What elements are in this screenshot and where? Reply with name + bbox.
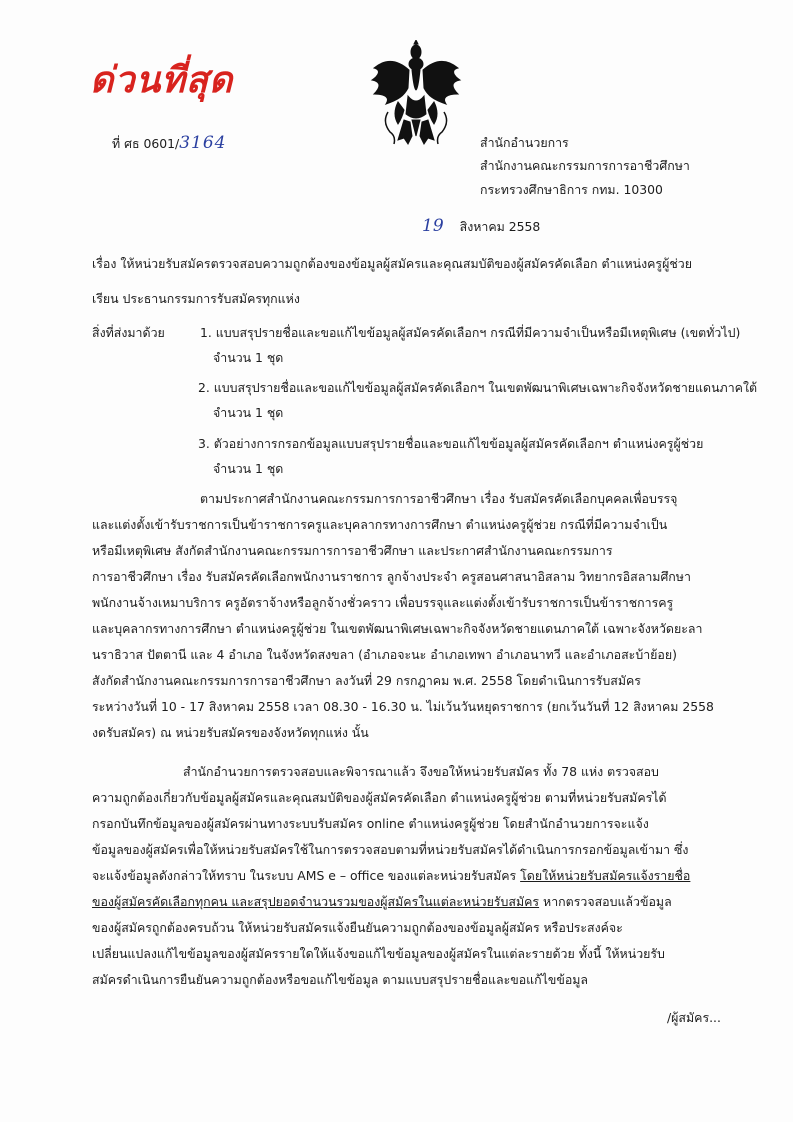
paragraph-line: นราธิวาส ปัตตานี และ 4 อำเภอ ในจังหวัดสงขลา (อำเภอจะนะ อำเภอเทพา อำเภอนาทวี และอำเภอสะบ้าย้อย) [92, 647, 677, 662]
garuda-emblem-icon [368, 40, 464, 148]
subject-line: เรื่อง ให้หน่วยรับสมัครตรวจสอบความถูกต้องของข้อมูลผู้สมัครและคุณสมบัติของผู้สมัครคัดเลือก ตำแหน่งครูผู้ช่วย [92, 256, 692, 271]
paragraph-line: ความถูกต้องเกี่ยวกับข้อมูลผู้สมัครและคุณสมบัติของผู้สมัครคัดเลือก ตำแหน่งครูผู้ช่วย ตามที่หน่วยรับสมัครได้ [92, 790, 667, 805]
enclosure-quantity: จำนวน 1 ชุด [213, 461, 284, 476]
paragraph-text: จะแจ้งข้อมูลดังกล่าวให้ทราบ ในระบบ AMS e – office ของแต่ละหน่วยรับสมัคร [92, 868, 521, 883]
paragraph-line: หรือมีเหตุพิเศษ สังกัดสำนักงานคณะกรรมการการอาชีวศึกษา และประกาศสำนักงานคณะกรรมการ [92, 543, 613, 558]
enclosure-item: 1. แบบสรุปรายชื่อและขอแก้ไขข้อมูลผู้สมัครคัดเลือกฯ กรณีที่มีความจำเป็นหรือมีเหตุพิเศษ (เขตทั่วไป) [200, 325, 741, 340]
continued-marker: /ผู้สมัคร... [667, 1010, 721, 1025]
paragraph-line: และแต่งตั้งเข้ารับราชการเป็นข้าราชการครูและบุคลากรทางการศึกษา ตำแหน่งครูผู้ช่วย กรณีที่มีความจำเป็น [92, 517, 668, 532]
paragraph-line: ระหว่างวันที่ 10 - 17 สิงหาคม 2558 เวลา 08.30 - 16.30 น. ไม่เว้นวันหยุดราชการ (ยกเว้นวันที่ 12 สิงหาคม 2558 [92, 699, 714, 714]
paragraph-line: ข้อมูลของผู้สมัครเพื่อให้หน่วยรับสมัครใช้ในการตรวจสอบตามที่หน่วยรับสมัครได้ดำเนินการกรอกข้อมูลเข้ามา ซึ่ง [92, 842, 689, 857]
paragraph-line: สำนักอำนวยการตรวจสอบและพิจารณาแล้ว จึงขอให้หน่วยรับสมัคร ทั้ง 78 แห่ง ตรวจสอบ [183, 764, 659, 779]
underlined-instruction: ของผู้สมัครคัดเลือกทุกคน และสรุปยอดจำนวนรวมของผู้สมัครในแต่ละหน่วยรับสมัคร [92, 894, 540, 909]
paragraph-line [92, 894, 672, 910]
paragraph-line: สมัครดำเนินการยืนยันความถูกต้องหรือขอแก้ไขข้อมูล ตามแบบสรุปรายชื่อและขอแก้ไขข้อมูล [92, 972, 589, 987]
enclosure-quantity: จำนวน 1 ชุด [213, 350, 284, 365]
issuing-agency: สำนักงานคณะกรรมการการอาชีวศึกษา [480, 158, 690, 173]
paragraph-line: กรอกบันทึกข้อมูลของผู้สมัครผ่านทางระบบรับสมัคร online ตำแหน่งครูผู้ช่วย โดยสำนักอำนวยการจะแจ้ง [92, 816, 649, 831]
paragraph-line: ตามประกาศสำนักงานคณะกรรมการการอาชีวศึกษา เรื่อง รับสมัครคัดเลือกบุคคลเพื่อบรรจุ [200, 491, 678, 506]
paragraph-line: และบุคลากรทางการศึกษา ตำแหน่งครูผู้ช่วย ในเขตพัฒนาพิเศษเฉพาะกิจจังหวัดชายแดนภาคใต้ เฉพาะจังหวัดยะลา [92, 621, 703, 636]
document-date [422, 218, 540, 235]
paragraph-line: งดรับสมัคร) ณ หน่วยรับสมัครของจังหวัดทุกแห่ง นั้น [92, 725, 369, 740]
paragraph-line [92, 868, 690, 884]
paragraph-line: ของผู้สมัครถูกต้องครบถ้วน ให้หน่วยรับสมัครแจ้งยืนยันความถูกต้องของข้อมูลผู้สมัคร หรือประสงค์จะ [92, 920, 623, 935]
paragraph-line: สังกัดสำนักงานคณะกรรมการการอาชีวศึกษา ลงวันที่ 29 กรกฎาคม พ.ศ. 2558 โดยดำเนินการรับสมัคร [92, 673, 641, 688]
issuing-ministry-address: กระทรวงศึกษาธิการ กทม. 10300 [480, 182, 663, 197]
urgent-stamp: ด่วนที่สุด [90, 59, 234, 101]
underlined-instruction: โดยให้หน่วยรับสมัครแจ้งรายชื่อ [520, 868, 691, 883]
enclosure-item: 2. แบบสรุปรายชื่อและขอแก้ไขข้อมูลผู้สมัครคัดเลือกฯ ในเขตพัฒนาพิเศษเฉพาะกิจจังหวัดชายแดนภาคใต้ [198, 380, 758, 395]
enclosures-label: สิ่งที่ส่งมาด้วย [92, 325, 165, 340]
enclosure-quantity: จำนวน 1 ชุด [213, 405, 284, 420]
document-number [112, 135, 226, 152]
paragraph-line: พนักงานจ้างเหมาบริการ ครูอัตราจ้างหรือลูกจ้างชั่วคราว เพื่อบรรจุและแต่งตั้งเข้ารับราชการเป็นข้าราชการครู [92, 595, 674, 610]
enclosure-item: 3. ตัวอย่างการกรอกข้อมูลแบบสรุปรายชื่อและขอแก้ไขข้อมูลผู้สมัครคัดเลือกฯ ตำแหน่งครูผู้ช่วย [198, 436, 704, 451]
recipient-line: เรียน ประธานกรรมการรับสมัครทุกแห่ง [92, 291, 300, 306]
document-number-prefix: ที่ ศธ 0601/ [112, 136, 180, 151]
date-day-handwritten: 19 [422, 216, 444, 236]
issuing-office: สำนักอำนวยการ [480, 135, 569, 150]
paragraph-line: การอาชีวศึกษา เรื่อง รับสมัครคัดเลือกพนักงานราชการ ลูกจ้างประจำ ครูสอนศาสนาอิสลาม วิทยากรอิสลามศึกษา [92, 569, 691, 584]
paragraph-line: เปลี่ยนแปลงแก้ไขข้อมูลของผู้สมัครรายใดให้แจ้งขอแก้ไขข้อมูลของผู้สมัครในแต่ละรายด้วย ทั้งนี้ ให้หน่วยรับ [92, 946, 665, 961]
date-month-year: สิงหาคม 2558 [459, 219, 541, 234]
document-number-handwritten: 3164 [179, 133, 227, 153]
paragraph-text: หากตรวจสอบแล้วข้อมูล [539, 894, 672, 909]
